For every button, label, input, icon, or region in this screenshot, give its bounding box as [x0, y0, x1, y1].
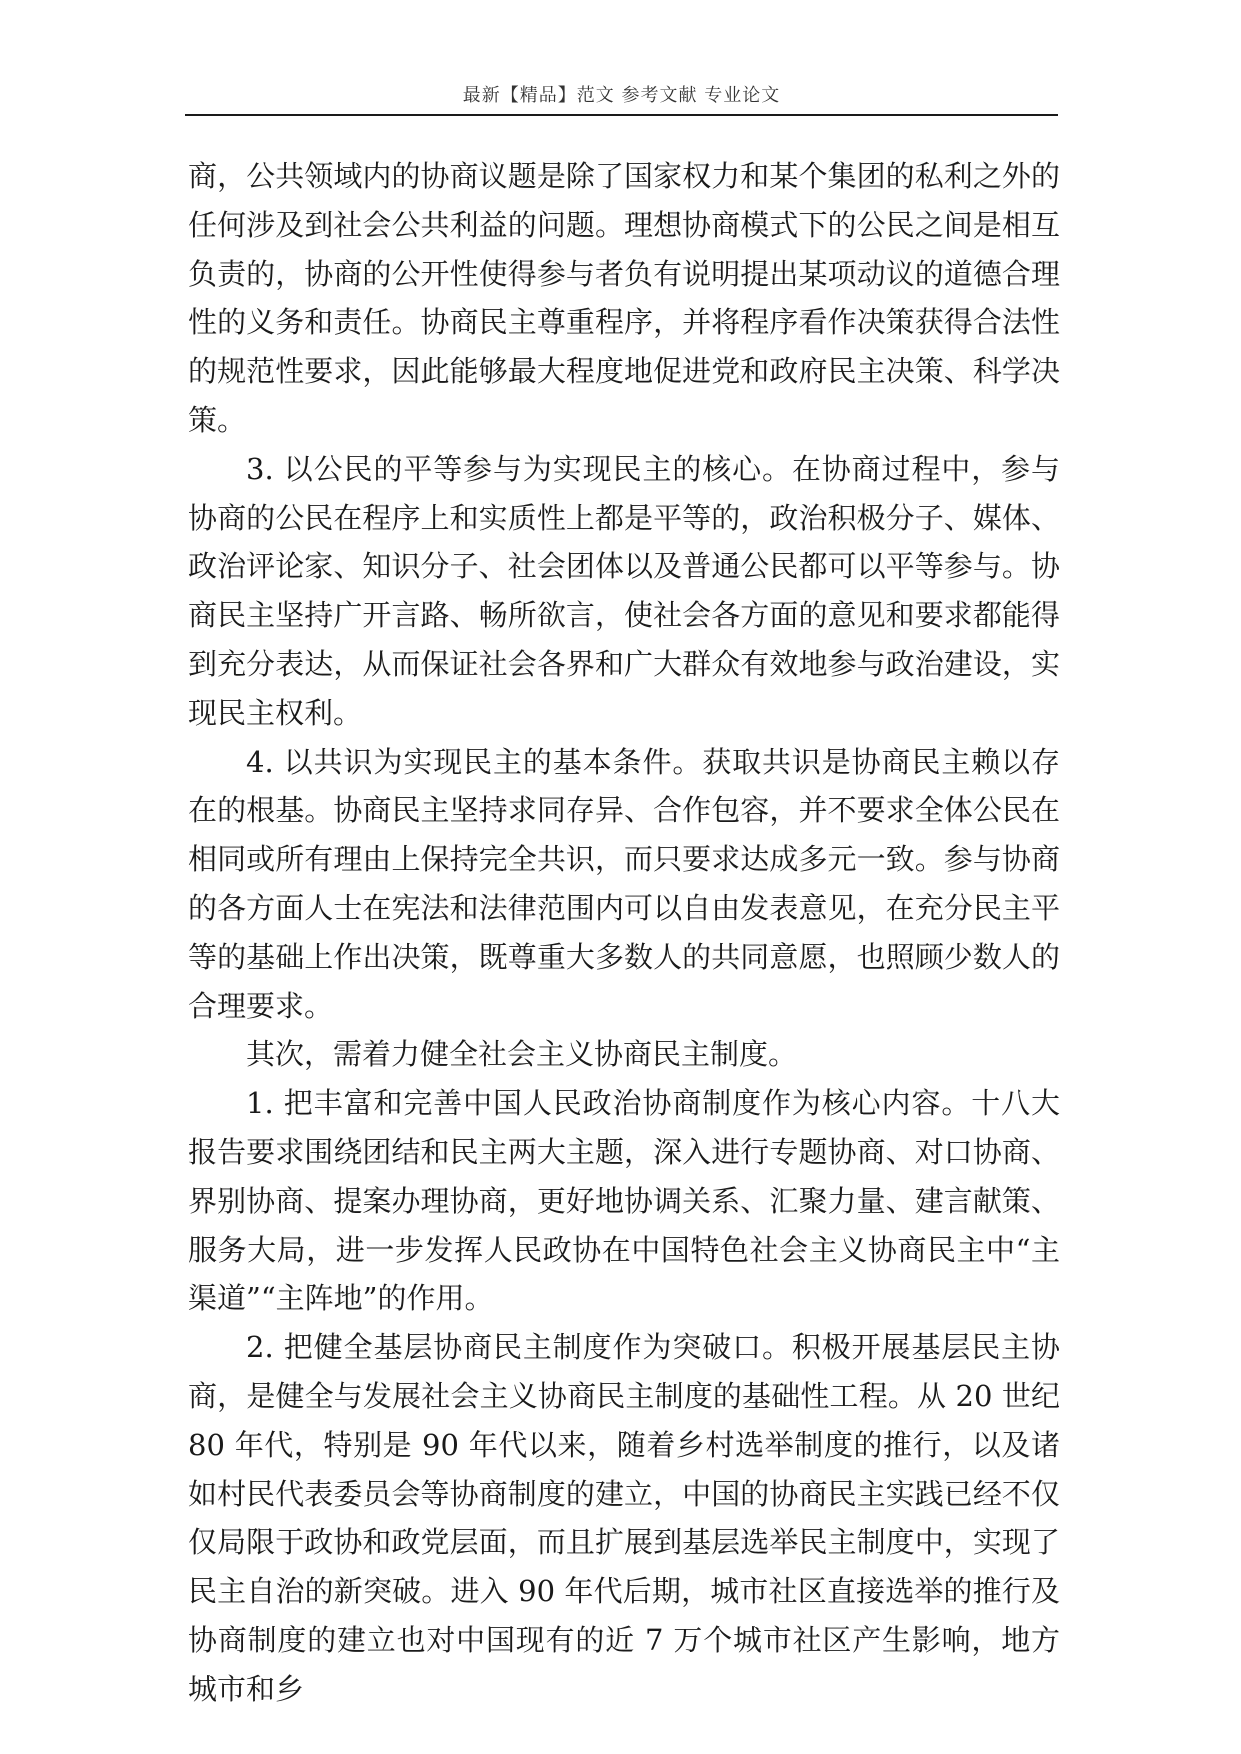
- paragraph: 商，公共领域内的协商议题是除了国家权力和某个集团的私利之外的任何涉及到社会公共利益的问题。理想协商模式下的公民之间是相互负责的，协商的公开性使得参与者负有说明提出某项动议的道德合理性的义务和责任。协商民主尊重程序，并将程序看作决策获得合法性的规范性要求，因此能够最大程度地促进党和政府民主决策、科学决策。: [188, 159, 1060, 437]
- page-header: 最新【精品】范文 参考文献 专业论文: [462, 85, 781, 106]
- paragraph: 2. 把健全基层协商民主制度作为突破口。积极开展基层民主协商，是健全与发展社会主义协商民主制度的基础性工程。从 20 世纪 80 年代，特别是 90 年代以来，随着乡村选举制度的推行，以及诸如村民代表委员会等协商制度的建立，中国的协商民主实践已经不仅仅局限于政协和政党层面，而且扩展到基层选举民主制度中，实现了民主自治的新突破。进入 90 年代后期，城市社区直接选举的推行及协商制度的建立也对中国现有的近 7 万个城市社区产生影响，地方城市和乡: [188, 1330, 1060, 1706]
- paragraph: 1. 把丰富和完善中国人民政治协商制度作为核心内容。十八大报告要求围绕团结和民主两大主题，深入进行专题协商、对口协商、界别协商、提案办理协商，更好地协调关系、汇聚力量、建言献策、服务大局，进一步发挥人民政协在中国特色社会主义协商民主中“主渠道”“主阵地”的作用。: [188, 1086, 1060, 1316]
- paragraph: 3. 以公民的平等参与为实现民主的核心。在协商过程中，参与协商的公民在程序上和实质性上都是平等的，政治积极分子、媒体、政治评论家、知识分子、社会团体以及普通公民都可以平等参与。协商民主坚持广开言路、畅所欲言，使社会各方面的意见和要求都能得到充分表达，从而保证社会各界和广大群众有效地参与政治建设，实现民主权利。: [188, 451, 1060, 730]
- document-body: [188, 152, 1060, 1714]
- paragraph: 4. 以共识为实现民主的基本条件。获取共识是协商民主赖以存在的根基。协商民主坚持求同存异、合作包容，并不要求全体公民在相同或所有理由上保持完全共识，而只要求达成多元一致。参与协商的各方面人士在宪法和法律范围内可以自由发表意见，在充分民主平等的基础上作出决策，既尊重大多数人的共同意愿，也照顾少数人的合理要求。: [188, 744, 1060, 1023]
- header-divider: [185, 114, 1058, 116]
- paragraph: 其次，需着力健全社会主义协商民主制度。: [246, 1037, 798, 1072]
